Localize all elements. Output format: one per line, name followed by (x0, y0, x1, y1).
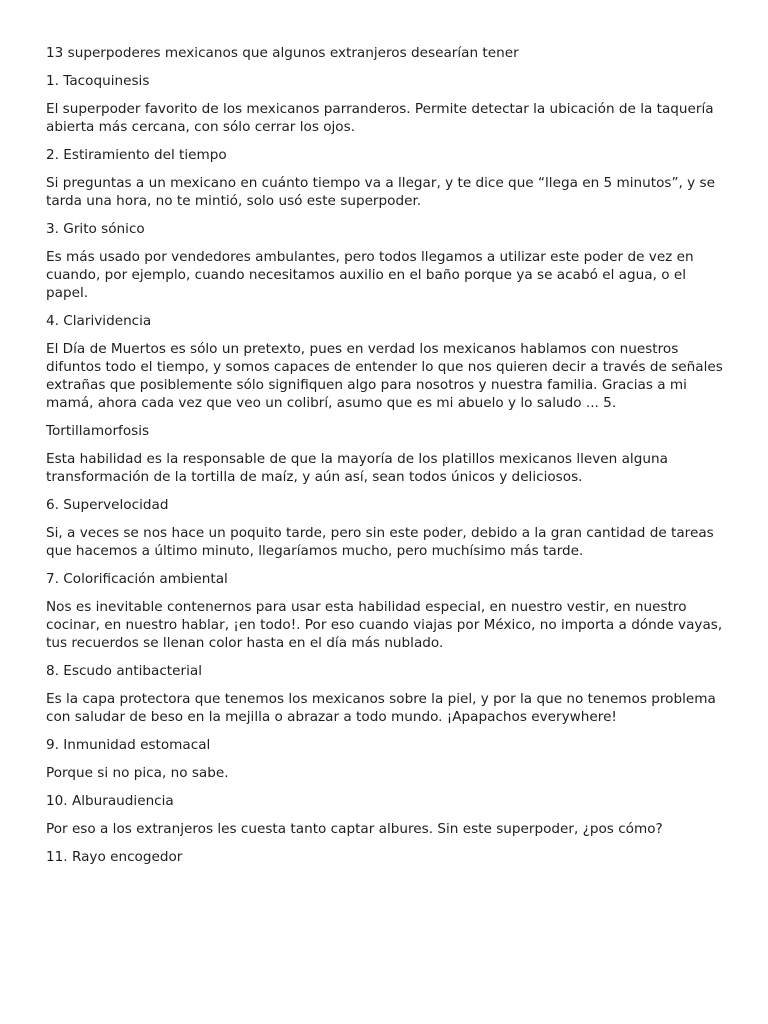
section-heading-10: 10. Alburaudiencia (46, 793, 174, 809)
section-body-7: Nos es inevitable contenernos para usar esta habilidad especial, en nuestro vestir, en nuestro cocinar, en nuestro hablar, ¡en todo!. Por eso cuando viajas por México, no importa a dónde vayas, tus recuerdos se llenan color hasta en el día más nublado. (46, 599, 723, 651)
section-heading-5: Tortillamorfosis (46, 423, 150, 439)
section-heading-7: 7. Colorificación ambiental (46, 571, 228, 587)
section-heading-9: 9. Inmunidad estomacal (46, 737, 211, 753)
section-body-4: El Día de Muertos es sólo un pretexto, pues en verdad los mexicanos hablamos con nuestros difuntos todo el tiempo, y somos capaces de entender lo que nos quieren decir a través de señales extrañas que posiblemente sólo signifiquen algo para nosotros y nuestra familia. Gracias a mi mamá, ahora cada vez que veo un colibrí, asumo que es mi abuelo y lo saludo ... 5. (46, 341, 723, 411)
section-body-2: Si preguntas a un mexicano en cuánto tiempo va a llegar, y te dice que “llega en 5 minutos”, y se tarda una hora, no te mintió, solo usó este superpoder. (46, 175, 715, 209)
section-heading-6: 6. Supervelocidad (46, 497, 169, 513)
section-body-8: Es la capa protectora que tenemos los mexicanos sobre la piel, y por la que no tenemos problema con saludar de beso en la mejilla o abrazar a todo mundo. ¡Apapachos everywhere! (46, 691, 716, 725)
section-heading-2: 2. Estiramiento del tiempo (46, 147, 227, 163)
section-heading-1: 1. Tacoquinesis (46, 73, 150, 89)
document-title: 13 superpoderes mexicanos que algunos extranjeros desearían tener (46, 45, 519, 61)
section-body-1: El superpoder favorito de los mexicanos parranderos. Permite detectar la ubicación de la taquería abierta más cercana, con sólo cerrar los ojos. (46, 101, 714, 135)
document-page (46, 44, 732, 876)
section-heading-8: 8. Escudo antibacterial (46, 663, 202, 679)
section-body-3: Es más usado por vendedores ambulantes, pero todos llegamos a utilizar este poder de vez en cuando, por ejemplo, cuando necesitamos auxilio en el baño porque ya se acabó el agua, o el papel. (46, 249, 694, 301)
section-body-10: Por eso a los extranjeros les cuesta tanto captar albures. Sin este superpoder, ¿pos cómo? (46, 821, 663, 837)
section-body-6: Si, a veces se nos hace un poquito tarde, pero sin este poder, debido a la gran cantidad de tareas que hacemos a último minuto, llegaríamos mucho, pero muchísimo más tarde. (46, 525, 714, 559)
section-body-9: Porque si no pica, no sabe. (46, 765, 229, 781)
section-heading-3: 3. Grito sónico (46, 221, 145, 237)
section-heading-4: 4. Clarividencia (46, 313, 152, 329)
section-body-5: Esta habilidad es la responsable de que la mayoría de los platillos mexicanos lleven alguna transformación de la tortilla de maíz, y aún así, sean todos únicos y deliciosos. (46, 451, 668, 485)
section-heading-11: 11. Rayo encogedor (46, 849, 183, 865)
